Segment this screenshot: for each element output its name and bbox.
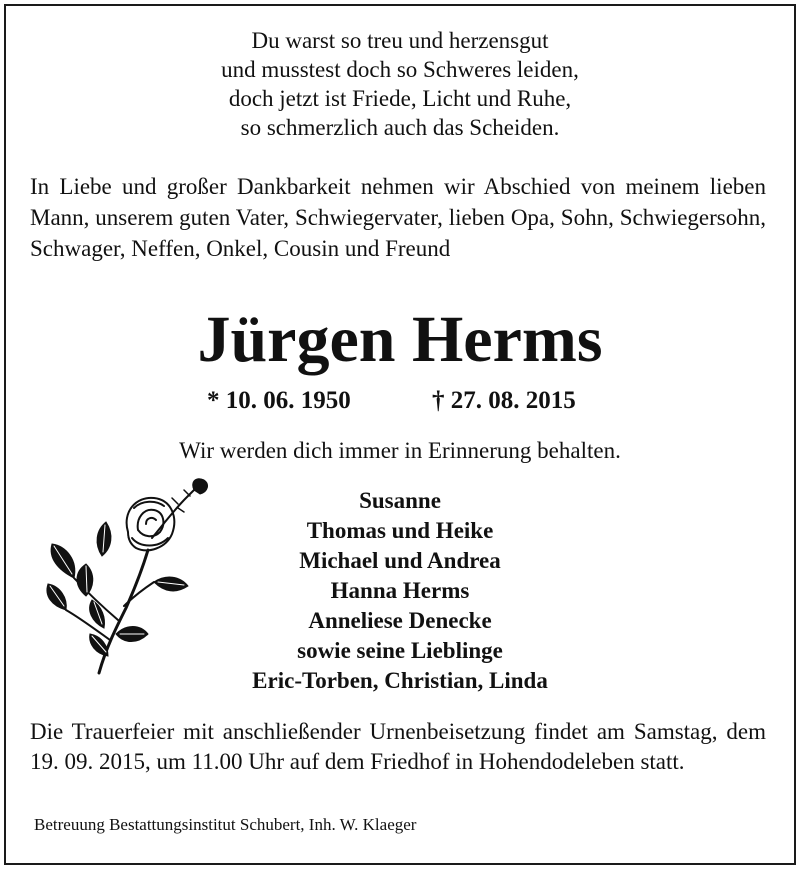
farewell-text: In Liebe und großer Dankbarkeit nehmen wir Abschied von meinem lieben Mann, unserem guten Vater, Schwiegervater, lieben Opa, Sohn, Schwiegersohn, Schwager, Neffen, Onkel, Cousin und Freund <box>30 174 766 261</box>
family-member: Eric-Torben, Christian, Linda <box>252 668 548 693</box>
family-member: sowie seine Lieblinge <box>297 638 503 663</box>
rose-icon <box>44 478 214 678</box>
poem-line: doch jetzt ist Friede, Licht und Ruhe, <box>228 86 572 111</box>
remembrance-line: Wir werden dich immer in Erinnerung behalten. <box>179 438 621 463</box>
family-member: Thomas und Heike <box>306 518 494 543</box>
funeral-service-info: Die Trauerfeier mit anschließender Urnenbeisetzung findet am Samstag, dem 19. 09. 2015, um 11.00 Uhr auf dem Friedhof in Hohendodeleben statt. <box>30 719 766 774</box>
undertaker-credit: Betreuung Bestattungsinstitut Schubert, Inh. W. Klaeger <box>34 815 417 834</box>
poem-line: und musstest doch so Schweres leiden, <box>221 57 579 82</box>
family-members <box>200 486 600 696</box>
family-member: Anneliese Denecke <box>308 608 492 633</box>
family-member: Michael und Andrea <box>299 548 501 573</box>
memorial-poem <box>0 26 800 142</box>
poem-line: so schmerzlich auch das Scheiden. <box>240 115 560 140</box>
poem-line: Du warst so treu und herzensgut <box>251 28 549 53</box>
death-date: † 27. 08. 2015 <box>432 387 576 414</box>
birth-date: * 10. 06. 1950 <box>207 387 351 414</box>
deceased-name: Jürgen Herms <box>197 303 603 376</box>
family-member: Susanne <box>359 488 441 513</box>
family-member: Hanna Herms <box>330 578 470 603</box>
